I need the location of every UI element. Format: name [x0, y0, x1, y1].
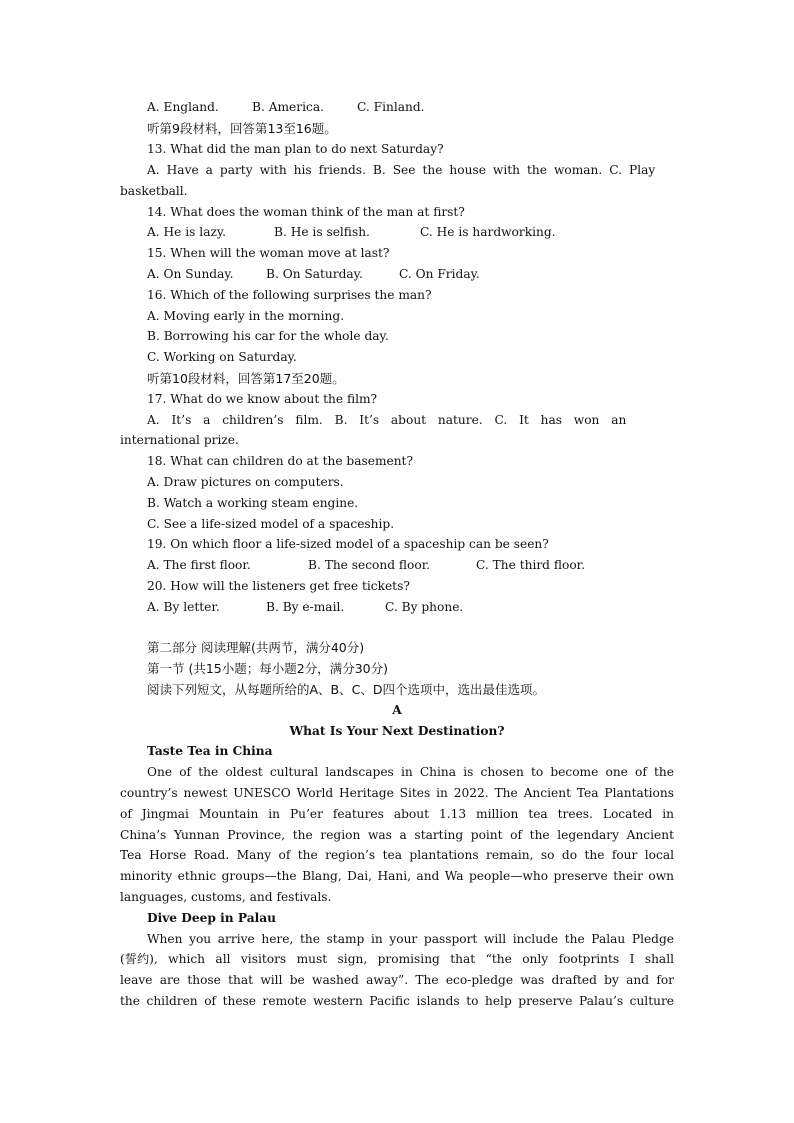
q19-option-b: B. The second floor. [308, 558, 431, 572]
para1-line4 [0, 825, 794, 846]
q20-row [0, 576, 794, 597]
subheading-taste-tea: Taste Tea in China [147, 744, 273, 758]
q12-options-row [0, 97, 794, 118]
part2-heading: 第二部分 阅读理解(共两节，满分40分) [147, 640, 365, 655]
q15-question: 15. When will the woman move at last? [147, 246, 390, 260]
para2-text-3: leave are those that will be washed away”. The eco-pledge was drafted by and for [120, 973, 674, 987]
para1-text-7: languages, customs, and festivals. [120, 890, 332, 904]
para1-text-1: One of the oldest cultural landscapes in China is chosen to become one of the [147, 765, 674, 779]
q20-option-a: A. By letter. [147, 600, 220, 614]
q18-option-b-row [0, 493, 794, 514]
part2-instructions: 阅读下列短文，从每题所给的A、B、C、D四个选项中，选出最佳选项。 [147, 682, 545, 697]
para1-text-2: country’s newest UNESCO World Heritage Sites in 2022. The Ancient Tea Plantations [120, 786, 674, 800]
q19-options-row [0, 555, 794, 576]
q16-row [0, 285, 794, 306]
q12-option-b: B. America. [252, 100, 324, 114]
q18-option-c-row [0, 514, 794, 535]
part2-section1: 第一节 (共15小题；每小题2分，满分30分) [147, 661, 388, 676]
q16-option-a-row [0, 306, 794, 327]
q18-option-a-row [0, 472, 794, 493]
part2-section1-row [0, 658, 794, 679]
para2-line2 [0, 949, 794, 970]
para2-text-4: the children of these remote western Pacific islands to help preserve Palau’s culture [120, 994, 674, 1008]
para1-line5 [0, 845, 794, 866]
passage-letter: A [392, 703, 402, 717]
para1-line1 [0, 762, 794, 783]
para1-text-5: Tea Horse Road. Many of the region’s tea plantations remain, so do the four local [120, 848, 674, 862]
q16-question: 16. Which of the following surprises the man? [147, 288, 432, 302]
section9-intro-row [0, 118, 794, 139]
para1-text-3: of Jingmai Mountain in Pu’er features about 1.13 million tea trees. Located in [120, 807, 674, 821]
q14-option-b: B. He is selfish. [274, 225, 370, 239]
q13-options-row [0, 160, 794, 181]
part2-instructions-row [0, 679, 794, 700]
q20-option-c: C. By phone. [385, 600, 464, 614]
q14-row [0, 202, 794, 223]
para2-text-2: (誓约), which all visitors must sign, promising that “the only footprints I shall [120, 952, 674, 966]
q13-question: 13. What did the man plan to do next Saturday? [147, 142, 444, 156]
para2-line1 [0, 929, 794, 950]
q14-option-a: A. He is lazy. [147, 225, 227, 239]
para1-text-4: China’s Yunnan Province, the region was a starting point of the legendary Ancient [120, 828, 674, 842]
passage-title: What Is Your Next Destination? [289, 724, 505, 738]
para1-line7 [0, 887, 794, 908]
q15-options-row [0, 264, 794, 285]
q16-option-a: A. Moving early in the morning. [147, 309, 345, 323]
q15-option-b: B. On Saturday. [266, 267, 363, 281]
q17-options-row [0, 410, 794, 431]
q15-option-c: C. On Friday. [399, 267, 480, 281]
q18-option-c: C. See a life-sized model of a spaceship. [147, 517, 395, 531]
q18-row [0, 451, 794, 472]
section9-intro: 听第9段材料，回答第13至16题。 [147, 121, 337, 136]
section10-intro-row [0, 368, 794, 389]
q13-row [0, 139, 794, 160]
q16-option-c-row [0, 347, 794, 368]
q13-options-row2 [0, 181, 794, 202]
q15-row [0, 243, 794, 264]
para2-line3 [0, 970, 794, 991]
q17-options-row2 [0, 430, 794, 451]
q16-option-b: B. Borrowing his car for the whole day. [147, 329, 389, 343]
q18-option-a: A. Draw pictures on computers. [147, 475, 344, 489]
para2-line4 [0, 991, 794, 1012]
q13-options-line1: A. Have a party with his friends. B. See the house with the woman. C. Play [147, 163, 656, 177]
q14-options-row [0, 222, 794, 243]
q19-row [0, 534, 794, 555]
subheading-tea-row [0, 741, 794, 762]
q14-question: 14. What does the woman think of the man at first? [147, 205, 465, 219]
q14-option-c: C. He is hardworking. [420, 225, 556, 239]
q19-question: 19. On which floor a life-sized model of a spaceship can be seen? [147, 537, 549, 551]
para1-line2 [0, 783, 794, 804]
q16-option-c: C. Working on Saturday. [147, 350, 297, 364]
q17-options-line2: international prize. [120, 433, 239, 447]
q12-option-a: A. England. [147, 100, 219, 114]
q13-options-line2: basketball. [120, 184, 188, 198]
q17-row [0, 389, 794, 410]
passage-letter-row [0, 700, 794, 721]
q15-option-a: A. On Sunday. [147, 267, 234, 281]
q17-question: 17. What do we know about the film? [147, 392, 378, 406]
q19-option-c: C. The third floor. [476, 558, 586, 572]
subheading-dive-palau: Dive Deep in Palau [147, 911, 276, 925]
q20-option-b: B. By e-mail. [266, 600, 345, 614]
q16-option-b-row [0, 326, 794, 347]
subheading-palau-row [0, 908, 794, 929]
q12-option-c: C. Finland. [357, 100, 425, 114]
para1-line3 [0, 804, 794, 825]
q20-question: 20. How will the listeners get free tickets? [147, 579, 410, 593]
part2-heading-row [0, 637, 794, 658]
section10-intro: 听第10段材料，回答第17至20题。 [147, 371, 345, 386]
q20-options-row [0, 597, 794, 618]
para1-text-6: minority ethnic groups—the Blang, Dai, Hani, and Wa people—who preserve their own [120, 869, 674, 883]
q19-option-a: A. The first floor. [147, 558, 251, 572]
para1-line6 [0, 866, 794, 887]
q18-question: 18. What can children do at the basement? [147, 454, 413, 468]
para2-text-1: When you arrive here, the stamp in your passport will include the Palau Pledge [147, 932, 674, 946]
q18-option-b: B. Watch a working steam engine. [147, 496, 359, 510]
q17-options-line1: A. It’s a children’s film. B. It’s about nature. C. It has won an [147, 413, 627, 427]
passage-title-row [0, 721, 794, 742]
